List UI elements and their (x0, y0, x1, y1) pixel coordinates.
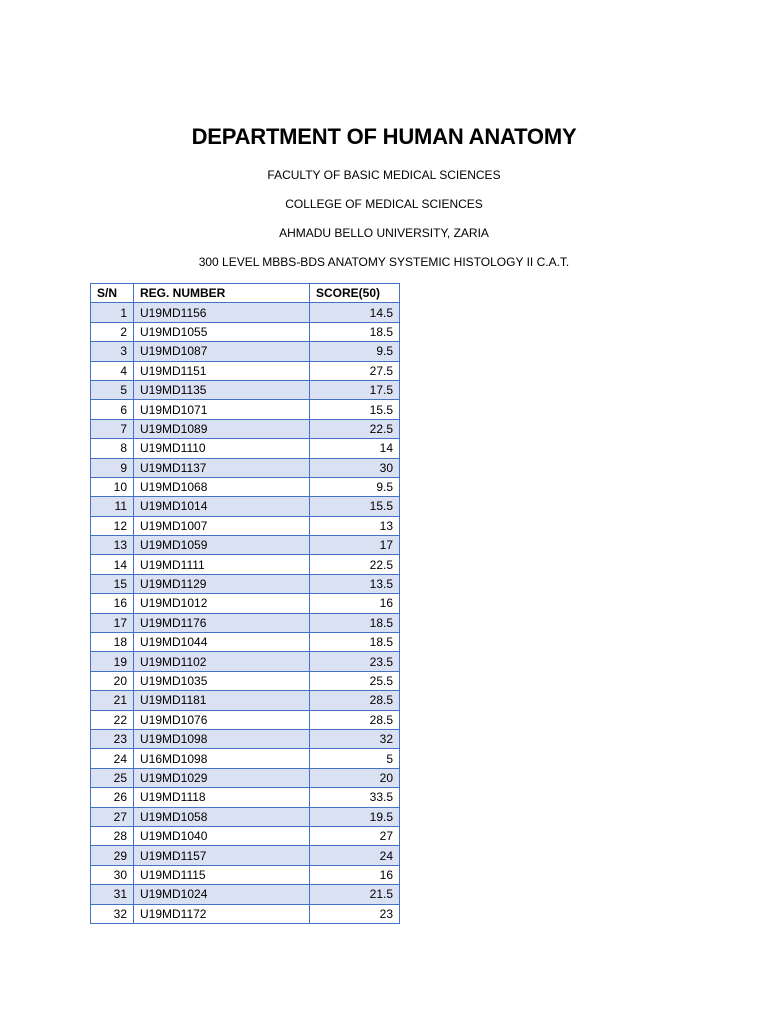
column-header-reg-number: REG. NUMBER (134, 284, 310, 303)
cell-sn: 24 (91, 749, 134, 768)
table-row (91, 710, 400, 729)
table-row (91, 691, 400, 710)
cell-sn: 10 (91, 477, 134, 496)
cell-reg-number: U19MD1035 (134, 671, 310, 690)
cell-reg-number: U19MD1007 (134, 516, 310, 535)
cell-score: 9.5 (310, 342, 400, 361)
cell-score: 18.5 (310, 322, 400, 341)
cell-reg-number: U19MD1044 (134, 633, 310, 652)
table-row (91, 574, 400, 593)
cell-score: 13.5 (310, 574, 400, 593)
cell-reg-number: U19MD1111 (134, 555, 310, 574)
cell-score: 16 (310, 865, 400, 884)
cell-sn: 25 (91, 768, 134, 787)
cell-sn: 31 (91, 885, 134, 904)
cell-sn: 5 (91, 380, 134, 399)
column-header-score: SCORE(50) (310, 284, 400, 303)
cell-reg-number: U19MD1156 (134, 303, 310, 322)
cell-reg-number: U19MD1110 (134, 439, 310, 458)
cell-reg-number: U19MD1029 (134, 768, 310, 787)
cell-reg-number: U19MD1157 (134, 846, 310, 865)
cell-score: 30 (310, 458, 400, 477)
cell-sn: 15 (91, 574, 134, 593)
table-row (91, 439, 400, 458)
cell-sn: 14 (91, 555, 134, 574)
cell-score: 16 (310, 594, 400, 613)
exam-line: 300 LEVEL MBBS-BDS ANATOMY SYSTEMIC HISTOLOGY II C.A.T. (198, 255, 570, 269)
cell-sn: 21 (91, 691, 134, 710)
table-row (91, 768, 400, 787)
cell-score: 15.5 (310, 497, 400, 516)
page-title: DEPARTMENT OF HUMAN ANATOMY (191, 124, 577, 149)
table-row (91, 555, 400, 574)
cell-reg-number: U19MD1089 (134, 419, 310, 438)
cell-sn: 23 (91, 729, 134, 748)
cell-sn: 18 (91, 633, 134, 652)
cell-reg-number: U19MD1024 (134, 885, 310, 904)
cell-score: 23.5 (310, 652, 400, 671)
table-row (91, 846, 400, 865)
cell-reg-number: U19MD1181 (134, 691, 310, 710)
table-row (91, 788, 400, 807)
cell-score: 22.5 (310, 555, 400, 574)
table-row (91, 322, 400, 341)
cell-score: 22.5 (310, 419, 400, 438)
cell-reg-number: U19MD1076 (134, 710, 310, 729)
cell-sn: 7 (91, 419, 134, 438)
table-header-row (91, 284, 400, 303)
cell-reg-number: U19MD1098 (134, 729, 310, 748)
table-row (91, 458, 400, 477)
cell-sn: 26 (91, 788, 134, 807)
cell-sn: 2 (91, 322, 134, 341)
column-header-sn: S/N (91, 284, 134, 303)
table-row (91, 361, 400, 380)
cell-score: 33.5 (310, 788, 400, 807)
cell-sn: 9 (91, 458, 134, 477)
cell-sn: 4 (91, 361, 134, 380)
table-row (91, 885, 400, 904)
table-row (91, 904, 400, 923)
table-row (91, 594, 400, 613)
cell-sn: 1 (91, 303, 134, 322)
cell-reg-number: U16MD1098 (134, 749, 310, 768)
cell-reg-number: U19MD1014 (134, 497, 310, 516)
cell-reg-number: U19MD1059 (134, 536, 310, 555)
table-row (91, 613, 400, 632)
results-table (90, 283, 400, 924)
cell-score: 28.5 (310, 710, 400, 729)
table-row (91, 419, 400, 438)
table-row (91, 652, 400, 671)
cell-sn: 32 (91, 904, 134, 923)
cell-score: 5 (310, 749, 400, 768)
university-line: AHMADU BELLO UNIVERSITY, ZARIA (279, 226, 489, 240)
cell-sn: 20 (91, 671, 134, 690)
cell-reg-number: U19MD1012 (134, 594, 310, 613)
cell-reg-number: U19MD1102 (134, 652, 310, 671)
cell-reg-number: U19MD1137 (134, 458, 310, 477)
cell-score: 15.5 (310, 400, 400, 419)
cell-reg-number: U19MD1087 (134, 342, 310, 361)
cell-score: 27 (310, 826, 400, 845)
cell-score: 20 (310, 768, 400, 787)
cell-reg-number: U19MD1176 (134, 613, 310, 632)
table-row (91, 826, 400, 845)
table-row (91, 671, 400, 690)
table-row (91, 497, 400, 516)
table-row (91, 807, 400, 826)
cell-reg-number: U19MD1172 (134, 904, 310, 923)
cell-sn: 19 (91, 652, 134, 671)
table-row (91, 633, 400, 652)
cell-score: 24 (310, 846, 400, 865)
cell-score: 13 (310, 516, 400, 535)
cell-score: 17.5 (310, 380, 400, 399)
cell-score: 25.5 (310, 671, 400, 690)
faculty-line: FACULTY OF BASIC MEDICAL SCIENCES (267, 168, 501, 182)
cell-score: 18.5 (310, 613, 400, 632)
cell-reg-number: U19MD1068 (134, 477, 310, 496)
cell-score: 27.5 (310, 361, 400, 380)
cell-sn: 22 (91, 710, 134, 729)
table-row (91, 400, 400, 419)
cell-reg-number: U19MD1071 (134, 400, 310, 419)
table-row (91, 342, 400, 361)
cell-score: 18.5 (310, 633, 400, 652)
cell-sn: 13 (91, 536, 134, 555)
table-row (91, 477, 400, 496)
cell-reg-number: U19MD1151 (134, 361, 310, 380)
cell-reg-number: U19MD1040 (134, 826, 310, 845)
table-body (91, 303, 400, 924)
cell-sn: 27 (91, 807, 134, 826)
cell-sn: 16 (91, 594, 134, 613)
cell-sn: 17 (91, 613, 134, 632)
table-row (91, 536, 400, 555)
cell-reg-number: U19MD1129 (134, 574, 310, 593)
cell-reg-number: U19MD1115 (134, 865, 310, 884)
table-row (91, 380, 400, 399)
cell-sn: 8 (91, 439, 134, 458)
cell-sn: 30 (91, 865, 134, 884)
cell-score: 23 (310, 904, 400, 923)
cell-sn: 28 (91, 826, 134, 845)
cell-score: 28.5 (310, 691, 400, 710)
cell-sn: 11 (91, 497, 134, 516)
table-row (91, 865, 400, 884)
table-row (91, 516, 400, 535)
cell-score: 21.5 (310, 885, 400, 904)
cell-reg-number: U19MD1118 (134, 788, 310, 807)
cell-reg-number: U19MD1055 (134, 322, 310, 341)
cell-score: 14 (310, 439, 400, 458)
cell-score: 32 (310, 729, 400, 748)
table-row (91, 729, 400, 748)
cell-sn: 3 (91, 342, 134, 361)
cell-score: 14.5 (310, 303, 400, 322)
cell-score: 19.5 (310, 807, 400, 826)
cell-reg-number: U19MD1135 (134, 380, 310, 399)
cell-sn: 12 (91, 516, 134, 535)
cell-sn: 6 (91, 400, 134, 419)
table-row (91, 303, 400, 322)
cell-score: 9.5 (310, 477, 400, 496)
cell-score: 17 (310, 536, 400, 555)
college-line: COLLEGE OF MEDICAL SCIENCES (285, 197, 483, 211)
cell-sn: 29 (91, 846, 134, 865)
table-row (91, 749, 400, 768)
cell-reg-number: U19MD1058 (134, 807, 310, 826)
